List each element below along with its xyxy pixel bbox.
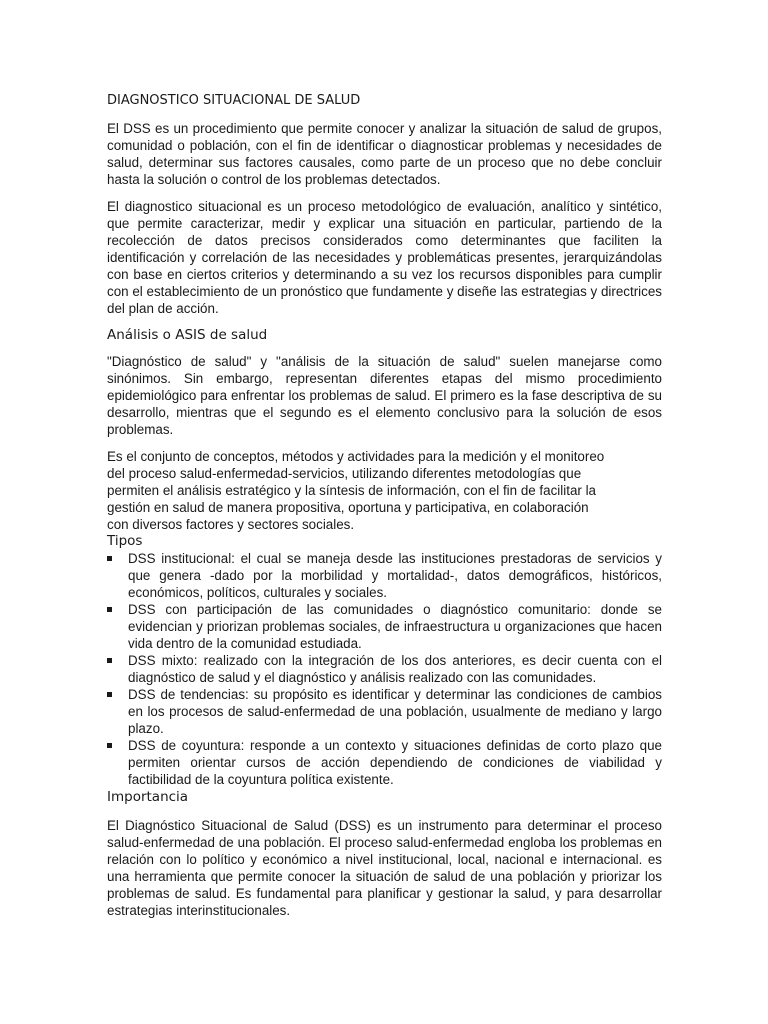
list-item-text: DSS institucional: el cual se maneja desde las instituciones prestadoras de servicios y que genera -dado por la morbilidad y mortalidad-, datos demográficos, históricos, económicos, políticos, culturales y sociales. xyxy=(128,551,662,600)
document-page xyxy=(107,92,662,929)
list-item-text: DSS de coyuntura: responde a un contexto y situaciones definidas de corto plazo que permiten orientar cursos de acción dependiendo de condiciones de viabilidad y factibilidad de la coyuntura política existente. xyxy=(128,738,662,787)
tipos-list xyxy=(107,550,662,788)
list-item xyxy=(107,686,662,737)
square-bullet-icon xyxy=(107,743,112,748)
definition-line: gestión en salud de manera propositiva, oportuna y participativa, en colaboración xyxy=(107,500,589,515)
list-item xyxy=(107,737,662,788)
section-heading-analisis: Análisis o ASIS de salud xyxy=(107,327,268,343)
list-item-text: DSS de tendencias: su propósito es identificar y determinar las condiciones de cambios en los procesos de salud-enfermedad de una población, usualmente de mediano y largo plazo. xyxy=(128,687,662,736)
importancia-paragraph: El Diagnóstico Situacional de Salud (DSS) es un instrumento para determinar el proceso salud-enfermedad de una población. El proceso salud-enfermedad engloba los problemas en relación con lo político y económico a nivel institucional, local, nacional e internacional. es una herramienta que permite conocer la situación de salud de una población y priorizar los problemas de salud. Es fundamental para planificar y gestionar la salud, y para desarrollar estrategias interinstitucionales. xyxy=(107,818,662,918)
square-bullet-icon xyxy=(107,556,112,561)
definition-line: del proceso salud-enfermedad-servicios, utilizando diferentes metodologías que xyxy=(107,466,582,481)
intro-paragraph-1: El DSS es un procedimiento que permite conocer y analizar la situación de salud de grupos, comunidad o población, con el fin de identificar o diagnosticar problemas y necesidades de salud, determinar sus factores causales, como parte de un proceso que no debe concluir hasta la solución o control de los problemas detectados. xyxy=(107,121,662,187)
list-item xyxy=(107,550,662,601)
definition-line: Es el conjunto de conceptos, métodos y actividades para la medición y el monitoreo xyxy=(107,449,605,464)
list-item-text: DSS con participación de las comunidades o diagnóstico comunitario: donde se evidencian y priorizan problemas sociales, de infraestructura u organizaciones que hacen vida dentro de la comunidad estudiada. xyxy=(128,602,662,651)
document-title: DIAGNOSTICO SITUACIONAL DE SALUD xyxy=(107,93,361,108)
list-item-text: DSS mixto: realizado con la integración de los dos anteriores, es decir cuenta con el diagnóstico de salud y el diagnóstico y análisis realizado con las comunidades. xyxy=(128,653,662,685)
definition-line: permiten el análisis estratégico y la síntesis de información, con el fin de facilitar la xyxy=(107,483,596,498)
analisis-paragraph: "Diagnóstico de salud" y "análisis de la situación de salud" suelen manejarse como sinónimos. Sin embargo, representan diferentes etapas del mismo procedimiento epidemiológico para enfrentar los problemas de salud. El primero es la fase descriptiva de su desarrollo, mientras que el segundo es el elemento conclusivo para la solución de esos problemas. xyxy=(107,354,662,437)
list-item xyxy=(107,601,662,652)
square-bullet-icon xyxy=(107,607,112,612)
list-item xyxy=(107,652,662,686)
square-bullet-icon xyxy=(107,658,112,663)
section-heading-importancia: Importancia xyxy=(107,789,189,805)
analisis-definition xyxy=(107,448,607,533)
square-bullet-icon xyxy=(107,692,112,697)
intro-paragraph-2: El diagnostico situacional es un proceso metodológico de evaluación, analítico y sintético, que permite caracterizar, medir y explicar una situación en particular, partiendo de la recolección de datos precisos considerados como determinantes que faciliten la identificación y correlación de las necesidades y problemáticas presentes, jerarquizándolas con base en ciertos criterios y determinando a su vez los recursos disponibles para cumplir con el establecimiento de un pronóstico que fundamente y diseñe las estrategias y directrices del plan de acción. xyxy=(107,199,662,316)
definition-line: con diversos factores y sectores sociales. xyxy=(107,517,355,532)
section-heading-tipos: Tipos xyxy=(107,533,143,549)
